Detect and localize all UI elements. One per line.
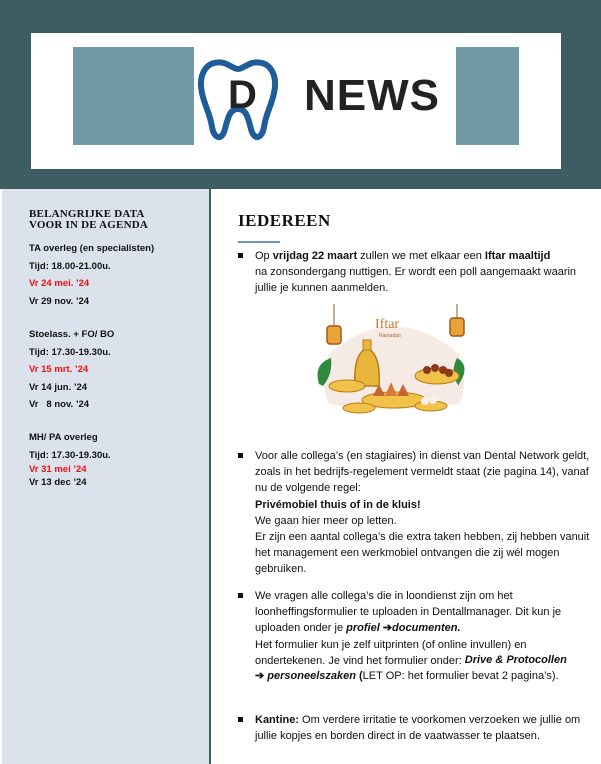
b2-text: Er zijn een aantal collega’s die extra taken hebben, zij hebben vanuit het management een werkmobiel ontvangen die zij wél mogen gebruiken. [255, 531, 590, 576]
agenda-date: Vr 31 mei ’24 [29, 464, 87, 475]
bullet-icon [238, 717, 243, 722]
b2-text: Voor alle collega’s (en stagiaires) in dienst van Dental Network geldt, zoals in het bedrijfs-regelement vermeldt staat (zie pagina 14), vanaf nu de volgende regel: [255, 450, 590, 495]
b2-text: We gaan hier meer op letten. [255, 514, 397, 527]
logo-band [73, 47, 519, 145]
agenda-time: Tijd: 17.30-19.30u. [29, 449, 111, 461]
b4-text: Om verdere irritatie te voorkomen verzoeken we jullie om jullie kopjes en borden direct in de vaatwasser te plaatsen. [255, 714, 581, 743]
b3-path: Drive & Protocollen [464, 654, 567, 666]
iftar-label: Iftar [375, 317, 400, 332]
agenda-date: Vr 8 nov. ’24 [29, 399, 90, 410]
agenda-date: Vr 15 mrt. ’24 [29, 364, 89, 375]
bullet-icon [238, 253, 243, 258]
agenda-date: Vr 29 nov. ’24 [29, 295, 90, 307]
main-content [224, 189, 590, 764]
arrow-icon: ➔ [382, 622, 393, 635]
agenda-date: Vr 24 mei. ’24 [29, 278, 90, 289]
logo-wordmark [228, 71, 440, 121]
iftar-illustration [309, 304, 479, 426]
sidebar-title [29, 209, 148, 231]
sidebar-title-line1: BELANGRIJKE DATA [29, 208, 145, 220]
iftar-sublabel: Ramadan [379, 333, 401, 339]
b3-text: ( [355, 670, 363, 682]
bullet-icon [238, 453, 243, 458]
agenda-group-mh-pa [29, 429, 111, 490]
b2-rule: Privémobiel thuis of in de kluis! [255, 498, 421, 511]
newsletter-header [0, 0, 601, 187]
dnews-logo [194, 47, 456, 145]
agenda-time: Tijd: 17.30-19.30u. [29, 346, 111, 358]
b1-text: Op [255, 250, 273, 262]
b1-text: zullen we met elkaar een [357, 250, 485, 262]
bullet-icon [238, 593, 243, 598]
b3-path: profiel [346, 622, 380, 635]
agenda-time: Tijd: 18.00-21.00u. [29, 260, 111, 272]
agenda-group-head: TA overleg (en specialisten) [29, 243, 155, 254]
sidebar-title-line2: VOOR IN DE AGENDA [29, 219, 148, 231]
b4-label: Kantine: [255, 714, 299, 726]
agenda-group-head: Stoelass. + FO/ BO [29, 329, 115, 340]
logo-news: NEWS [304, 71, 440, 120]
b3-text: We vragen alle collega’s die in loondienst zijn om het loonheffingsformulier te uploaden in Dentallmanager. Dit kun je uploaden onder je [255, 590, 562, 635]
logo-letter: D [228, 73, 258, 117]
agenda-group-ta [29, 240, 154, 310]
agenda-date: Vr 14 jun. ’24 [29, 381, 88, 393]
agenda-date: Vr 13 dec ’24 [29, 477, 87, 488]
b3-text: LET OP: het formulier bevat 2 pagina’s). [362, 670, 559, 682]
b3-text: Het formulier kun je zelf uitprinten (of online invullen) en ondertekenen. Je vind het formulier onder: [255, 638, 527, 667]
section-heading: IEDEREEN [238, 211, 331, 230]
b1-date: vrijdag 22 maart [272, 250, 358, 262]
b1-iftar: Iftar maaltijd [484, 250, 551, 262]
b3-path: documenten. [392, 622, 461, 635]
agenda-group-head: MH/ PA overleg [29, 432, 98, 443]
b1-text: na zonsondergang nuttigen. Er wordt een poll aangemaakt waarin jullie je kunnen aanmelden. [255, 266, 577, 295]
header-frame [31, 33, 561, 169]
sidebar-agenda [2, 189, 211, 764]
heading-underline [238, 241, 280, 243]
arrow-icon: ➔ [255, 670, 265, 682]
agenda-group-stoelass [29, 326, 114, 414]
b3-path: personeelszaken [267, 670, 356, 682]
